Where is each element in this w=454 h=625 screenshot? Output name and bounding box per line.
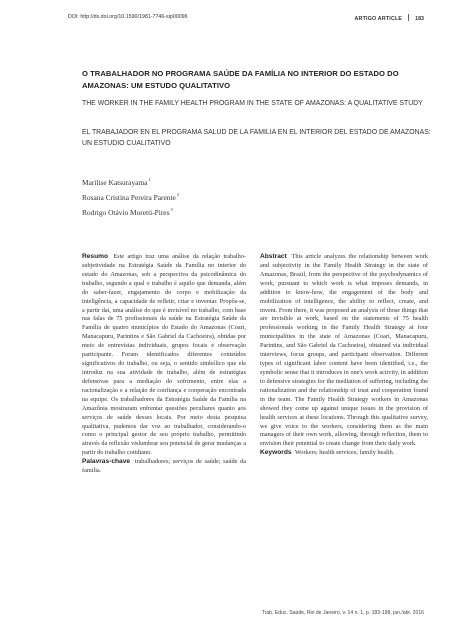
resumo-column	[82, 253, 246, 476]
abstract-label: Abstract	[260, 253, 287, 260]
palavras-chave-text: trabalhadores; serviços de saúde; saúde da família.	[82, 458, 246, 475]
abstract-text: This article analyzes the relationship between work and subjectivity in the Family Health Strategy in the state of Amazonas, Brazil, from the perspective of the psychodynamics of work, pursuant to which work is what imposes demands, in addition to know-how, the engagement of the body and mobilization of intelligence, the ability to reflect, create, and invent. From there, it was proposed an analysis of those things that are invisible at work, based on the statements of 75 health professionals working in the Family Health Strategy at four municipalities in the state of Amazonas (Coari, Manacapuru, Parintins, and São Gabriel da Cachoeira), obtained via individual interviews, focus groups, and participant observation. Different types of significant labor content have been identified, i.e., the symbolic sense that it introduces in one's work activity, in addition to defensive strategies for the mediation of suffering, including the rationalization and the relationship of trust and cooperation found in the team. The Family Health Strategy workers in Amazonas showed they come up against unique issues in the provision of health services at these locations. Through this qualitative survey, we give voice to the workers, considering them as the main managers of their own work, allowing, through reflection, them to envision their potential to create change from their daily work.	[260, 253, 428, 448]
author-list	[82, 174, 179, 219]
title-spanish: EL TRABAJADOR EN EL PROGRAMA SALUD DE LA FAMILIA EN EL INTERIOR DEL ESTADO DE AMAZONAS: UN ESTUDIO CUALITATIVO	[82, 129, 431, 147]
page-footer-citation: Trab. Educ. Saúde, Rio de Janeiro, v. 14 n. 1, p. 183-198, jan./abr. 2016	[261, 610, 424, 616]
page-number: 183	[415, 16, 424, 22]
header-right	[355, 14, 424, 22]
keywords	[260, 449, 428, 458]
author-item	[82, 174, 179, 189]
author-name: Rosana Cristina Pereira Parente	[82, 193, 176, 202]
doi-link[interactable]: DOI: http://dx.doi.org/10.1590/1981-7746-sip00096	[68, 14, 188, 20]
resumo-paragraph	[82, 253, 246, 458]
author-name: Rodrigo Otávio Moretti-Pires	[82, 208, 170, 217]
title-portuguese: O TRABALHADOR NO PROGRAMA SAÚDE DA FAMÍLIA NO INTERIOR DO ESTADO DO AMAZONAS: UM ESTUDO QUALITATIVO	[82, 69, 399, 90]
keywords-label: Keywords	[260, 449, 292, 457]
palavras-chave-label: Palavras-chave	[82, 458, 131, 466]
abstract-column	[260, 253, 428, 458]
page-header	[68, 14, 424, 24]
author-item	[82, 189, 179, 204]
keywords-text: Workers; health services; family health.	[294, 449, 395, 457]
header-divider	[408, 14, 409, 21]
title-english: THE WORKER IN THE FAMILY HEALTH PROGRAM IN THE STATE OF AMAZONAS: A QUALITATIVE STUDY	[82, 100, 423, 107]
resumo-label: Resumo	[82, 253, 109, 260]
author-name: Marilise Katsurayama	[82, 178, 148, 187]
palavras-chave	[82, 458, 246, 476]
resumo-text: Este artigo traz uma análise da relação trabalho-subjetividade na Estratégia Saúde da Família no interior do estado do Amazonas, sob a perspectiva da psicodinâmica do trabalho, segundo a qual o trabalho é aquilo que demanda, além do saber-fazer, engajamento do corpo e mobilização da inteligência, a capacidade de refletir, criar e inventar. Propôs-se, a partir daí, uma análise do que é invisível no trabalho, com base nas falas de 75 profissionais da saúde na Estratégia Saúde da Família de quatro municípios do Estado do Amazonas (Coari, Manacapuru, Parintins e São Gabriel da Cachoeira), obtidas por meio de entrevistas individuais, grupos focais e observação participante. Foram identificados diferentes conteúdos significativos do trabalho, ou seja, o sentido simbólico que ele introduz na sua atividade de trabalho, além de estratégias defensivas para a mediação do sofrimento, entre elas a racionalização e a relação de confiança e cooperação encontrada na equipe. Os trabalhadores da Estratégia Saúde da Família na Amazônia mostraram enfrentar questões peculiares quanto aos serviços de saúde desses locais. Por meio desta pesquisa qualitativa, pudemos dar voz ao trabalhador, considerando-o como o principal gestor de seu próprio trabalho, permitindo através da reflexão vislumbrar seu potencial de gerar mudanças a partir do trabalho cotidiano.	[82, 253, 246, 457]
author-item	[82, 204, 179, 219]
author-affiliation-marker[interactable]: 2	[176, 192, 180, 197]
author-affiliation-marker[interactable]: 3	[170, 207, 173, 212]
abstract-paragraph	[260, 253, 428, 449]
author-affiliation-marker[interactable]: 1	[148, 177, 151, 182]
section-label: ARTIGO ARTICLE	[354, 16, 403, 22]
